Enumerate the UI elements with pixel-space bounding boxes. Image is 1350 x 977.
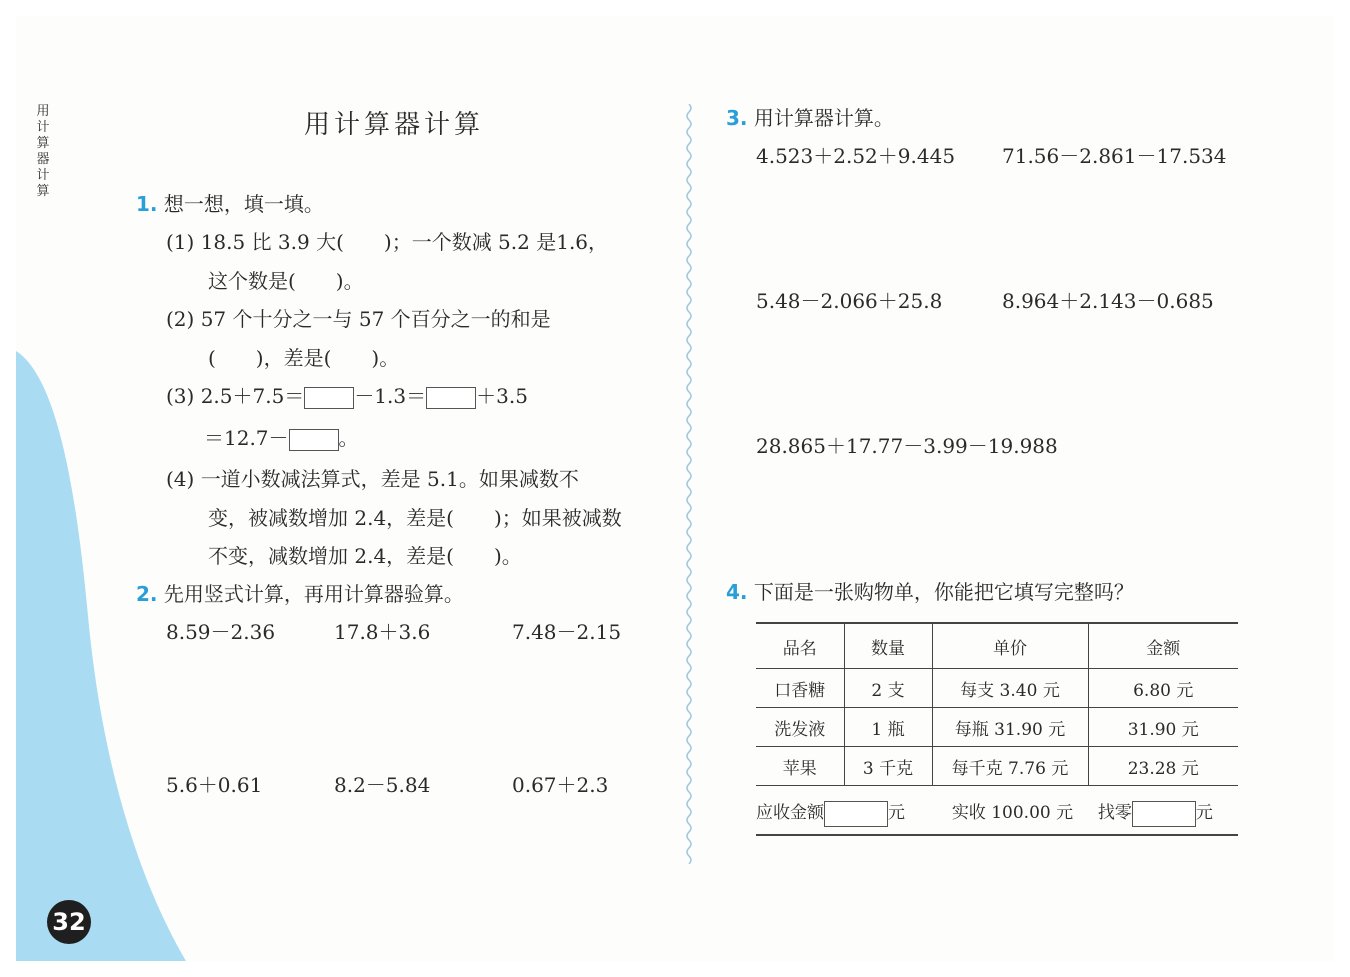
q2-text: 先用竖式计算，再用计算器验算。 [163, 582, 464, 606]
wavy-divider [684, 104, 694, 864]
amount-received: 实收 100.00 元 [951, 803, 1074, 823]
q1-part3-d: ＝12.7－ [204, 426, 289, 450]
header-cell: 金额 [1088, 623, 1238, 669]
q2-expr: 0.67＋2.3 [512, 773, 609, 797]
q3-heading [726, 102, 894, 131]
page-number: 32 [47, 900, 91, 944]
q1-part4-line1: (4) 一道小数减法算式，差是 5.1。如果减数不 [166, 467, 579, 491]
table-cell: 23.28 元 [1088, 747, 1238, 786]
q2-number: 2. [136, 582, 158, 606]
change-label: 找零 [1097, 803, 1132, 823]
q3-expr: 71.56－2.861－17.534 [1002, 144, 1227, 168]
q1-part3-c: ＋3.5 [476, 384, 528, 408]
q1-text: 想一想，填一填。 [163, 192, 324, 216]
table-cell: 洗发液 [756, 708, 844, 747]
table-cell: 每千克 7.76 元 [932, 747, 1088, 786]
table-cell: 2 支 [844, 669, 932, 708]
table-cell: 苹果 [756, 747, 844, 786]
answer-box[interactable] [289, 429, 339, 451]
header-cell: 品名 [756, 623, 844, 669]
q3-number: 3. [726, 106, 748, 130]
table-cell: 3 千克 [844, 747, 932, 786]
header-cell: 单价 [932, 623, 1088, 669]
q1-part3-line1 [166, 380, 528, 409]
q1-part3-line2 [204, 422, 359, 451]
shopping-list-table [756, 622, 1238, 786]
q3-expr: 8.964＋2.143－0.685 [1002, 289, 1214, 313]
q3-expr: 5.48－2.066＋25.8 [756, 289, 943, 313]
table-cell: 31.90 元 [1088, 708, 1238, 747]
q1-part3-b: －1.3＝ [354, 384, 427, 408]
q2-expr: 17.8＋3.6 [334, 620, 431, 644]
q2-expr: 8.59－2.36 [166, 620, 276, 644]
q2-expr: 7.48－2.15 [512, 620, 622, 644]
q3-expr: 28.865＋17.77－3.99－19.988 [756, 434, 1058, 458]
table-cell: 口香糖 [756, 669, 844, 708]
q1-part3-a: (3) 2.5＋7.5＝ [166, 384, 305, 408]
table-row [756, 708, 1238, 747]
q1-part4-line2: 变，被减数增加 2.4，差是( )；如果被减数 [208, 506, 622, 530]
change-box[interactable] [1132, 801, 1196, 827]
header-cell: 数量 [844, 623, 932, 669]
q3-expr: 4.523＋2.52＋9.445 [756, 144, 956, 168]
amount-due-label: 应收金额 [756, 803, 824, 823]
q4-number: 4. [726, 580, 748, 604]
amount-due-box[interactable] [824, 801, 888, 827]
table-cell: 6.80 元 [1088, 669, 1238, 708]
yuan-unit: 元 [1195, 803, 1213, 823]
table-cell: 每瓶 31.90 元 [932, 708, 1088, 747]
table-cell: 1 瓶 [844, 708, 932, 747]
answer-box[interactable] [426, 387, 476, 409]
worksheet-page [16, 16, 1334, 961]
q1-number: 1. [136, 192, 158, 216]
q2-heading [136, 578, 464, 607]
q1-part3-e: 。 [338, 426, 359, 450]
answer-box[interactable] [304, 387, 354, 409]
table-row [756, 669, 1238, 708]
totals-row [756, 792, 1238, 836]
q1-part2-line2: ( )，差是( )。 [208, 346, 400, 370]
table-header-row [756, 623, 1238, 669]
q3-text: 用计算器计算。 [753, 106, 894, 130]
side-title: 用计算器计算 [36, 104, 50, 199]
q2-expr: 8.2－5.84 [334, 773, 431, 797]
q1-heading [136, 188, 324, 217]
table-cell: 每支 3.40 元 [932, 669, 1088, 708]
yuan-unit: 元 [888, 803, 905, 823]
q4-text: 下面是一张购物单，你能把它填写完整吗？ [753, 580, 1134, 604]
q1-part4-line3: 不变，减数增加 2.4，差是( )。 [208, 544, 522, 568]
page-title: 用计算器计算 [304, 110, 485, 140]
q2-expr: 5.6＋0.61 [166, 773, 263, 797]
q1-part1-line1: (1) 18.5 比 3.9 大( )；一个数减 5.2 是1.6， [166, 230, 609, 254]
q1-part1-line2: 这个数是( )。 [208, 269, 364, 293]
q1-part2-line1: (2) 57 个十分之一与 57 个百分之一的和是 [166, 307, 551, 331]
q4-heading [726, 576, 1134, 605]
table-row [756, 747, 1238, 786]
